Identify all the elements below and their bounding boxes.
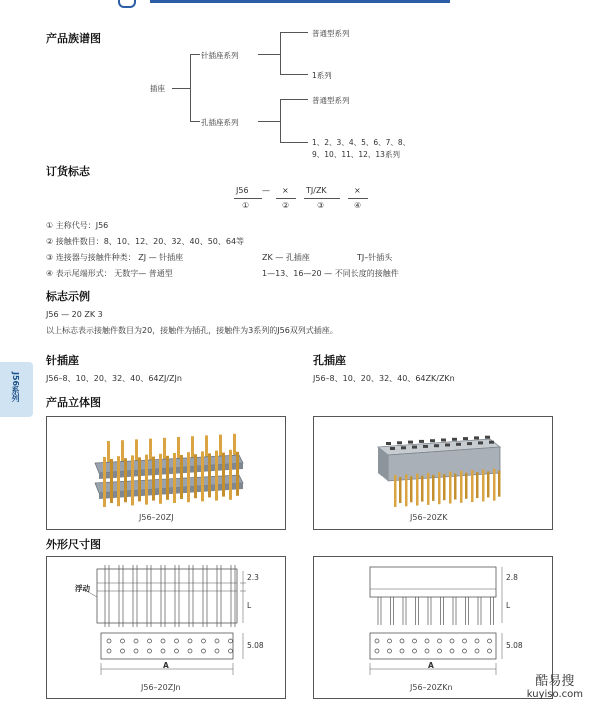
example-desc: 以上标志表示接触件数目为20，接触件为插孔，接触件为3系列的J56双列式插座。	[46, 326, 338, 335]
family-title: 产品族谱图	[46, 32, 101, 45]
order-code-dash: —	[262, 186, 270, 195]
tree-root: 插座	[150, 84, 165, 93]
hole-dim-5-08: 5.08	[506, 641, 523, 650]
pin-dim-caption: J56–20ZJn	[141, 683, 181, 692]
order-code-j56: J56	[236, 186, 249, 195]
order-item-3-zk: ZK — 孔插座	[262, 253, 310, 262]
tree-leaf-hole-series-a: 1、2、3、4、5、6、7、8、	[312, 138, 411, 147]
hole-dim-l: L	[506, 601, 511, 610]
dim-title: 外形尺寸图	[46, 538, 101, 551]
pin-float-label: 浮动	[75, 584, 90, 593]
order-item-3: ③ 连接器与接触件种类： ZJ — 针插座	[46, 253, 184, 262]
hole-dim-2-8: 2.8	[506, 573, 518, 582]
pin-dim-5-08: 5.08	[247, 641, 264, 650]
pin-dim-a: A	[163, 661, 169, 670]
hole-dim-caption: J56–20ZKn	[410, 683, 453, 692]
top-bar	[150, 0, 450, 3]
pin-dim-l: L	[247, 601, 252, 610]
side-tab-label: J56系列	[11, 372, 20, 403]
watermark-en: kuyiso.com	[526, 689, 583, 700]
order-title: 订货标志	[46, 165, 90, 178]
order-circle-2: ②	[282, 201, 290, 210]
order-circle-3: ③	[317, 201, 325, 210]
pin-dim-2-3: 2.3	[247, 573, 259, 582]
tree-branch-hole: 孔插座系列	[201, 118, 239, 127]
order-circle-4: ④	[354, 201, 362, 210]
hole-dim-panel	[313, 556, 553, 699]
example-title: 标志示例	[46, 290, 90, 303]
order-code-x1: ×	[282, 186, 289, 195]
watermark	[527, 670, 583, 700]
watermark-cn: 酷易搜	[535, 674, 575, 689]
order-item-2: ② 接触件数目：8、10、12、20、32、40、50、64等	[46, 237, 245, 246]
order-item-4-right: 1—13、16—20 — 不同长度的接触件	[262, 269, 399, 278]
pin-title: 针插座	[46, 354, 79, 367]
hole-desc: J56–8、10、20、32、40、64ZK/ZKn	[313, 374, 455, 383]
top-bracket-icon	[118, 0, 136, 8]
pin-photo-caption: J56–20ZJ	[139, 513, 174, 522]
hole-photo-caption: J56–20ZK	[410, 513, 448, 522]
tree-branch-pin: 针插座系列	[201, 51, 239, 60]
order-code-type: TJ/ZK	[306, 186, 327, 195]
tree-leaf-pin-normal: 普通型系列	[312, 29, 350, 38]
hole-dim-a: A	[428, 661, 434, 670]
hole-title: 孔插座	[313, 354, 346, 367]
example-code: J56 — 20 ZK 3	[46, 310, 103, 319]
order-item-4: ④ 表示尾端形式： 无数字— 普通型	[46, 269, 173, 278]
order-item-3-tj: TJ–针插头	[357, 253, 393, 262]
order-circle-1: ①	[242, 201, 250, 210]
tree-leaf-pin-1: 1系列	[312, 71, 332, 80]
tree-leaf-hole-normal: 普通型系列	[312, 96, 350, 105]
solid-title: 产品立体图	[46, 396, 101, 409]
order-code-x2: ×	[354, 186, 361, 195]
pin-photo-panel	[46, 416, 286, 530]
hole-photo-panel	[313, 416, 553, 530]
order-item-1: ① 主称代号：J56	[46, 221, 109, 230]
pin-dim-panel	[46, 556, 286, 699]
tree-leaf-hole-series-b: 9、10、11、12、13系列	[312, 150, 400, 159]
pin-desc: J56–8、10、20、32、40、64ZJ/ZJn	[46, 374, 182, 383]
